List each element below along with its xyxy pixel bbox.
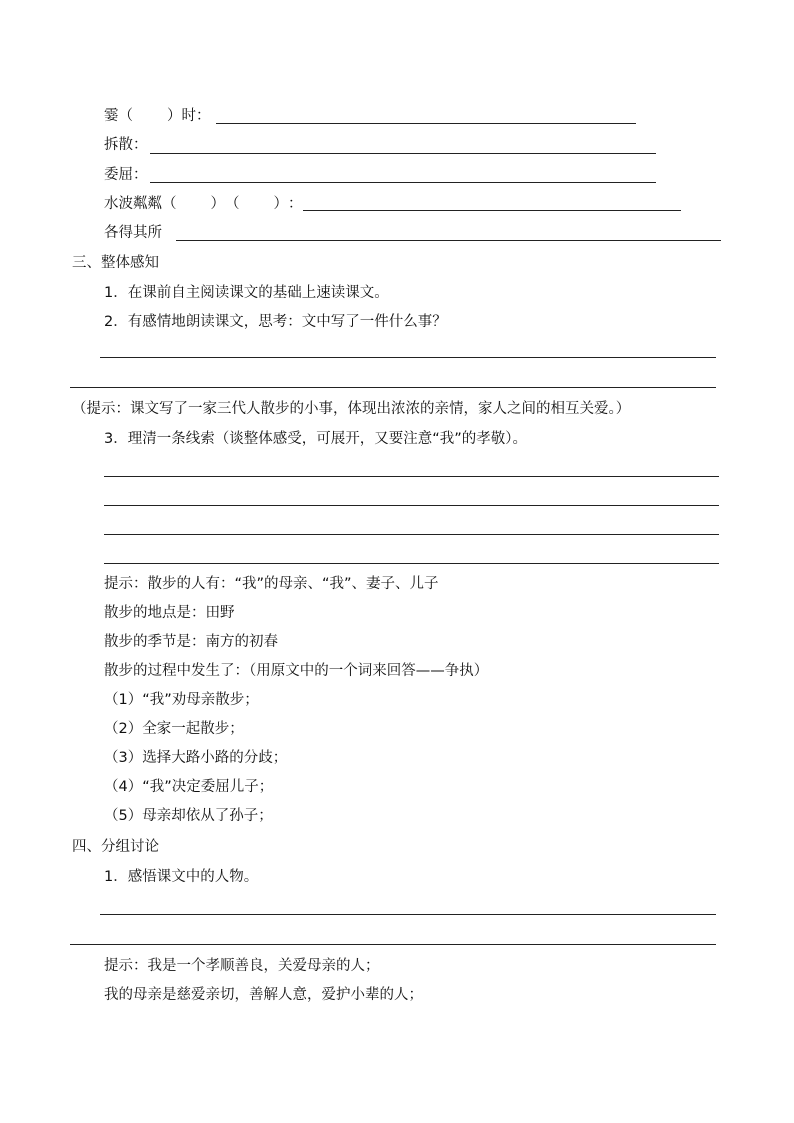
- answer-line: [70, 387, 716, 388]
- hint-line: 散步的季节是：南方的初春: [104, 634, 278, 650]
- hint-line: 我的母亲是慈爱亲切，善解人意，爱护小辈的人；: [104, 987, 423, 1003]
- answer-line: [150, 182, 656, 183]
- paren-open: （: [225, 196, 240, 212]
- answer-line: [104, 476, 719, 477]
- vocab-item-3: 委屈：: [104, 167, 148, 183]
- question-3-3: 3．理清一条线索（谈整体感受，可展开，又要注意“我”的孝敬）。: [104, 431, 527, 447]
- question-3-1: 1．在课前自主阅读课文的基础上速读课文。: [104, 285, 389, 301]
- paren-open: （: [118, 108, 133, 124]
- section-heading-3: 三、整体感知: [72, 255, 159, 271]
- answer-line: [100, 357, 716, 358]
- paren-close: ）: [273, 196, 288, 212]
- vocab-suffix: ：: [288, 196, 303, 212]
- vocab-label: 水波粼粼: [104, 196, 162, 212]
- answer-line: [176, 240, 721, 241]
- answer-line: [104, 505, 719, 506]
- answer-line: [104, 534, 719, 535]
- vocab-item-4: [104, 194, 303, 214]
- answer-line: [70, 944, 716, 945]
- vocab-suffix: 时：: [181, 108, 211, 124]
- hint-line: 提示：我是一个孝顺善良，关爱母亲的人；: [104, 958, 380, 974]
- answer-line: [303, 210, 681, 211]
- answer-line: [150, 153, 656, 154]
- hint-line: 散步的地点是：田野: [104, 605, 235, 621]
- question-3-2: 2．有感情地朗读课文，思考：文中写了一件什么事？: [104, 314, 447, 330]
- hint-3-2: （提示：课文写了一家三代人散步的小事，体现出浓浓的亲情，家人之间的相互关爱。）: [72, 401, 631, 417]
- paren-close: ）: [210, 196, 225, 212]
- answer-line: [100, 914, 716, 915]
- hint-step: （2）全家一起散步；: [104, 721, 244, 737]
- hint-step: （4）“我”决定委屈儿子；: [104, 779, 274, 795]
- vocab-label: 霎: [104, 108, 119, 124]
- hint-line: 散步的过程中发生了：（用原文中的一个词来回答——争执）: [104, 663, 489, 679]
- paren-open: （: [162, 196, 177, 212]
- hint-line: 提示：散步的人有：“我”的母亲、“我”、妻子、儿子: [104, 576, 439, 592]
- question-4-1: 1．感悟课文中的人物。: [104, 869, 259, 885]
- answer-line: [216, 123, 636, 124]
- hint-step: （3）选择大路小路的分歧；: [104, 750, 288, 766]
- section-heading-4: 四、分组讨论: [72, 839, 159, 855]
- vocab-item-2: 拆散：: [104, 137, 148, 153]
- hint-step: （5）母亲却依从了孙子；: [104, 808, 273, 824]
- paren-close: ）: [167, 108, 182, 124]
- hint-step: （1）“我”劝母亲散步；: [104, 692, 259, 708]
- vocab-item-1: [104, 106, 211, 126]
- vocab-item-5: 各得其所: [104, 225, 162, 241]
- answer-line: [104, 563, 719, 564]
